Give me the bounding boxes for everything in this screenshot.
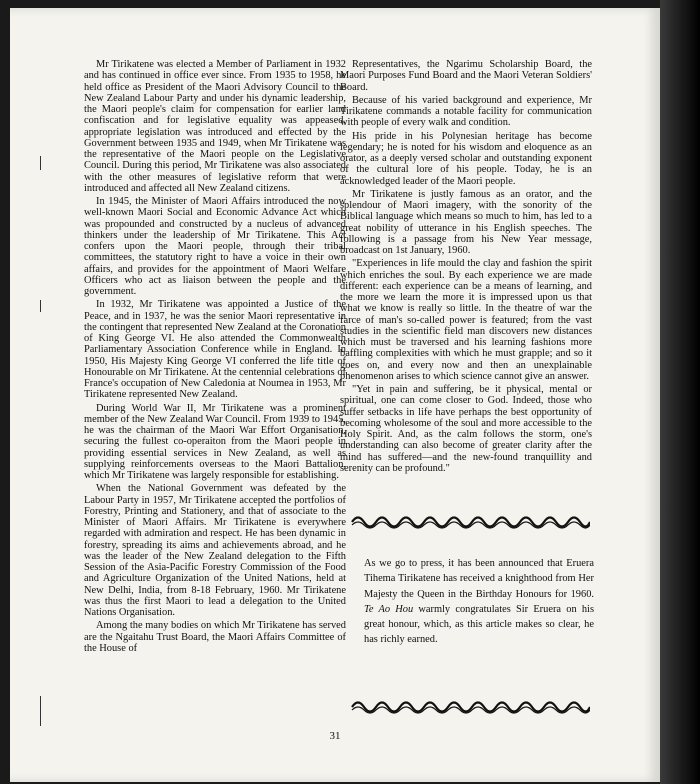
body-paragraph: In 1932, Mr Tirikatene was appointed a Justice of the Peace, and in 1937, he was the senior Maori representative in the contingent that represented New Zealand at the Coronation of King George VI. He also attended the Commonwealth Parliamentary Association Conference while in England. In 1950, His Majesty King George VI conferred the life title of Honourable on Mr Tirikatene. At the centennial celebrations of France's occupation of New Caledonia at Noumea in 1953, Mr Tirikatene represented New Zealand. bbox=[84, 299, 346, 401]
body-paragraph: Mr Tirikatene is justly famous as an orator, and the splendour of Maori imagery, with the sonority of the Biblical language which means so much to him, has led to a great nobility of utterance in his English speeches. The following is a passage from his New Year message, broadcast on 1st January, 1960. bbox=[340, 188, 592, 256]
page-number: 31 bbox=[329, 730, 341, 742]
wave-scroll-ornament-icon bbox=[350, 700, 590, 714]
body-paragraph: In 1945, the Minister of Maori Affairs introduced the now well-known Maori Social and Economic Advance Act which was propounded and constructed by a nucleus of advanced thinkers under the leadership of Mr Tirikatene. This Act confers upon the Maori people, through their tribal committees, the statutory right to have a voice in their own affairs, and provides for the appointment of Maori Welfare Officers who act as liaison between the people and the government. bbox=[84, 196, 346, 297]
scan-edge-shadow bbox=[660, 0, 700, 784]
margin-mark bbox=[40, 300, 41, 312]
announcement-text: As we go to press, it has been announced that Eruera Tihema Tirikatene has received a knighthood from Her Majesty the Queen in the Birthday Honours for 1960. bbox=[364, 558, 594, 600]
body-paragraph: His pride in his Polynesian heritage has become legendary; he is noted for his wisdom and eloquence as an orator, as a deeply versed scholar and outstanding exponent of the cultural lore of his people. Today, he is an acknowledged leader of the Maori people. bbox=[340, 130, 592, 187]
margin-mark bbox=[40, 156, 41, 170]
body-paragraph: Among the many bodies on which Mr Tirikatene has served are the Ngaitahu Trust Board, the Maori Affairs Committee of the House of bbox=[84, 620, 346, 654]
body-paragraph: Because of his varied background and experience, Mr Tirikatene commands a notable facility for communication with people of every walk and condition. bbox=[340, 94, 592, 129]
magazine-title: Te Ao Hou bbox=[364, 603, 414, 615]
right-text-column bbox=[340, 59, 592, 476]
quote-paragraph: "Yet in pain and suffering, be it physical, mental or spiritual, one can come closer to God. Indeed, those who suffer setbacks in life have perhaps the best opportunity of becoming wholesome of the soul and more accessible to the Holy Spirit. And, as the calm follows the storm, one's understanding can also become of greater clarity after the mind has suffered—and the new-found tranquillity and serenity can be profound." bbox=[340, 384, 592, 474]
margin-mark bbox=[40, 696, 41, 726]
wave-scroll-ornament-icon bbox=[350, 515, 590, 529]
knighthood-announcement bbox=[364, 556, 594, 648]
quote-paragraph: "Experiences in life mould the clay and fashion the spirit which enriches the soul. By each experience we are made different: each experience can be a means of learning, and the more we learn the more it is impressed upon us that what we know is really so little. In the theatre of war the farce of man's so-called power is featured; from the vast studies in the scientific field man discovers new distances which must be traversed and his learning fashions more baffling complexities with which he must grapple; and so it goes on, and every now and then an unexplainable phenomenon arises to which science cannot give an answer. bbox=[340, 258, 592, 382]
body-paragraph: When the National Government was defeated by the Labour Party in 1957, Mr Tirikatene accepted the portfolios of Forestry, Printing and Stationery, and that of associate to the Minister of Maori Affairs. Mr Tirikatene is everywhere regarded with admiration and respect. He has been dynamic in forestry, spreading its aims and achievements abroad, and he was the leader of the New Zealand delegation to the Fifth Session of the Asia-Pacific Forestry Commission of the Food and Agriculture Organization of the United Nations, held at New Delhi, India, from 8-18 February, 1960. Mr Tirikatene was thus the first Maori to lead a delegation to the United Nations Organisation. bbox=[84, 483, 346, 618]
body-paragraph: Representatives, the Ngarimu Scholarship Board, the Maori Purposes Fund Board and the Maori Veteran Soldiers' Board. bbox=[340, 59, 592, 93]
magazine-page bbox=[10, 8, 660, 782]
body-paragraph: Mr Tirikatene was elected a Member of Parliament in 1932 and has continued in office ever since. From 1935 to 1958, he held office as President of the Maori Advisory Council to the New Zealand Labour Party and under his dynamic leadership, the Maori people's claim for compensation for earlier land confiscation and for legislative equality was appeased, appropriate legislation was introduced and effected by the Government between 1935 and 1949, when Mr Tirikatene was the representative of the Maori people on the Legislative Council. During this period, Mr Tirikatene was also associated with the other measures of legislative reform that were introduced and affected all New Zealand citizens. bbox=[84, 59, 346, 194]
announcement-text: warmly congratulates Sir Eruera on his great honour, which, as this article makes so clear, he has richly earned. bbox=[364, 603, 594, 646]
body-paragraph: During World War II, Mr Tirikatene was a prominent member of the New Zealand War Council. From 1939 to 1945, he was the chairman of the Maori War Effort Organisation, securing the fullest co-operaiton from the Maori people in providing essential services in New Zealand, as well as supplying reinforcements overseas to the Maori Battalion, which Mr Tirikatene was largely responsible for establishing. bbox=[84, 402, 346, 481]
left-text-column bbox=[84, 59, 346, 656]
